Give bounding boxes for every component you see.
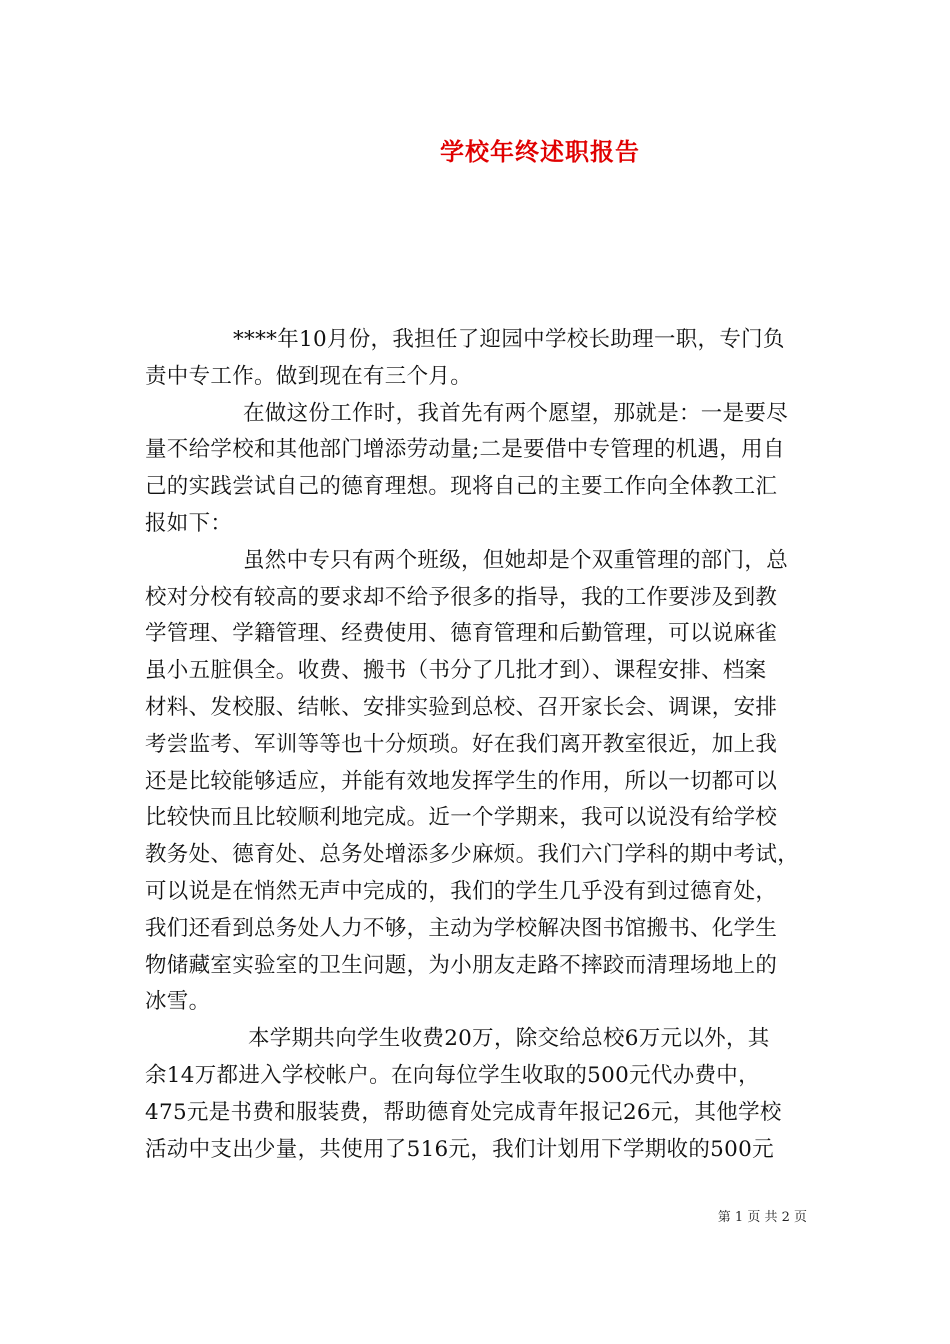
text-line: 余14万都进入学校帐户。在向每位学生收取的500元代办费中， (145, 1063, 760, 1088)
text-line: 责中专工作。做到现在有三个月。 (145, 363, 473, 389)
text-line: ****年10月份，我担任了迎园中学校长助理一职，专门负 (233, 327, 785, 352)
text-line: 在做这份工作时，我首先有两个愿望，那就是：一是要尽 (243, 400, 789, 426)
text-line: 475元是书费和服装费，帮助德育处完成青年报记26元，其他学校 (145, 1099, 782, 1125)
text-line: 教务处、德育处、总务处增添多少麻烦。我们六门学科的期中考试， (145, 842, 800, 868)
text-line: 活动中支出少量，共使用了516元，我们计划用下学期收的500元 (145, 1136, 774, 1162)
text-line: 冰雪。 (145, 989, 211, 1015)
text-line: 校对分校有较高的要求却不给予很多的指导，我的工作要涉及到教 (145, 584, 778, 610)
text-line: 虽然中专只有两个班级，但她却是个双重管理的部门，总 (243, 547, 789, 573)
text-line: 虽小五脏俱全。收费、搬书（书分了几批才到）、课程安排、档案 (145, 658, 767, 684)
text-line: 材料、发校服、结帐、安排实验到总校、召开家长会、调课，安排 (145, 695, 778, 720)
text-line: 我们还看到总务处人力不够，主动为学校解决图书馆搬书、化学生 (145, 915, 778, 941)
document-title: 学校年终述职报告 (440, 137, 640, 166)
text-line: 量不给学校和其他部门增添劳动量;二是要借中专管理的机遇，用自 (145, 437, 785, 463)
text-line: 比较快而且比较顺利地完成。近一个学期来，我可以说没有给学校 (145, 805, 778, 831)
text-line: 报如下： (145, 511, 233, 536)
page-number: 第 1 页 共 2 页 (717, 1210, 807, 1225)
text-line: 可以说是在悄然无声中完成的，我们的学生几乎没有到过德育处， (145, 879, 778, 904)
text-line: 学管理、学籍管理、经费使用、德育管理和后勤管理，可以说麻雀 (145, 621, 778, 647)
text-line: 本学期共向学生收费20万，除交给总校6万元以外，其 (248, 1026, 770, 1052)
text-line: 物储藏室实验室的卫生问题，为小朋友走路不摔跤而清理场地上的 (145, 952, 778, 978)
text-line: 己的实践尝试自己的德育理想。现将自己的主要工作向全体教工汇 (145, 474, 778, 500)
text-line: 考尝监考、军训等等也十分烦琐。好在我们离开教室很近，加上我 (145, 731, 778, 757)
text-line: 还是比较能够适应，并能有效地发挥学生的作用，所以一切都可以 (145, 768, 778, 794)
